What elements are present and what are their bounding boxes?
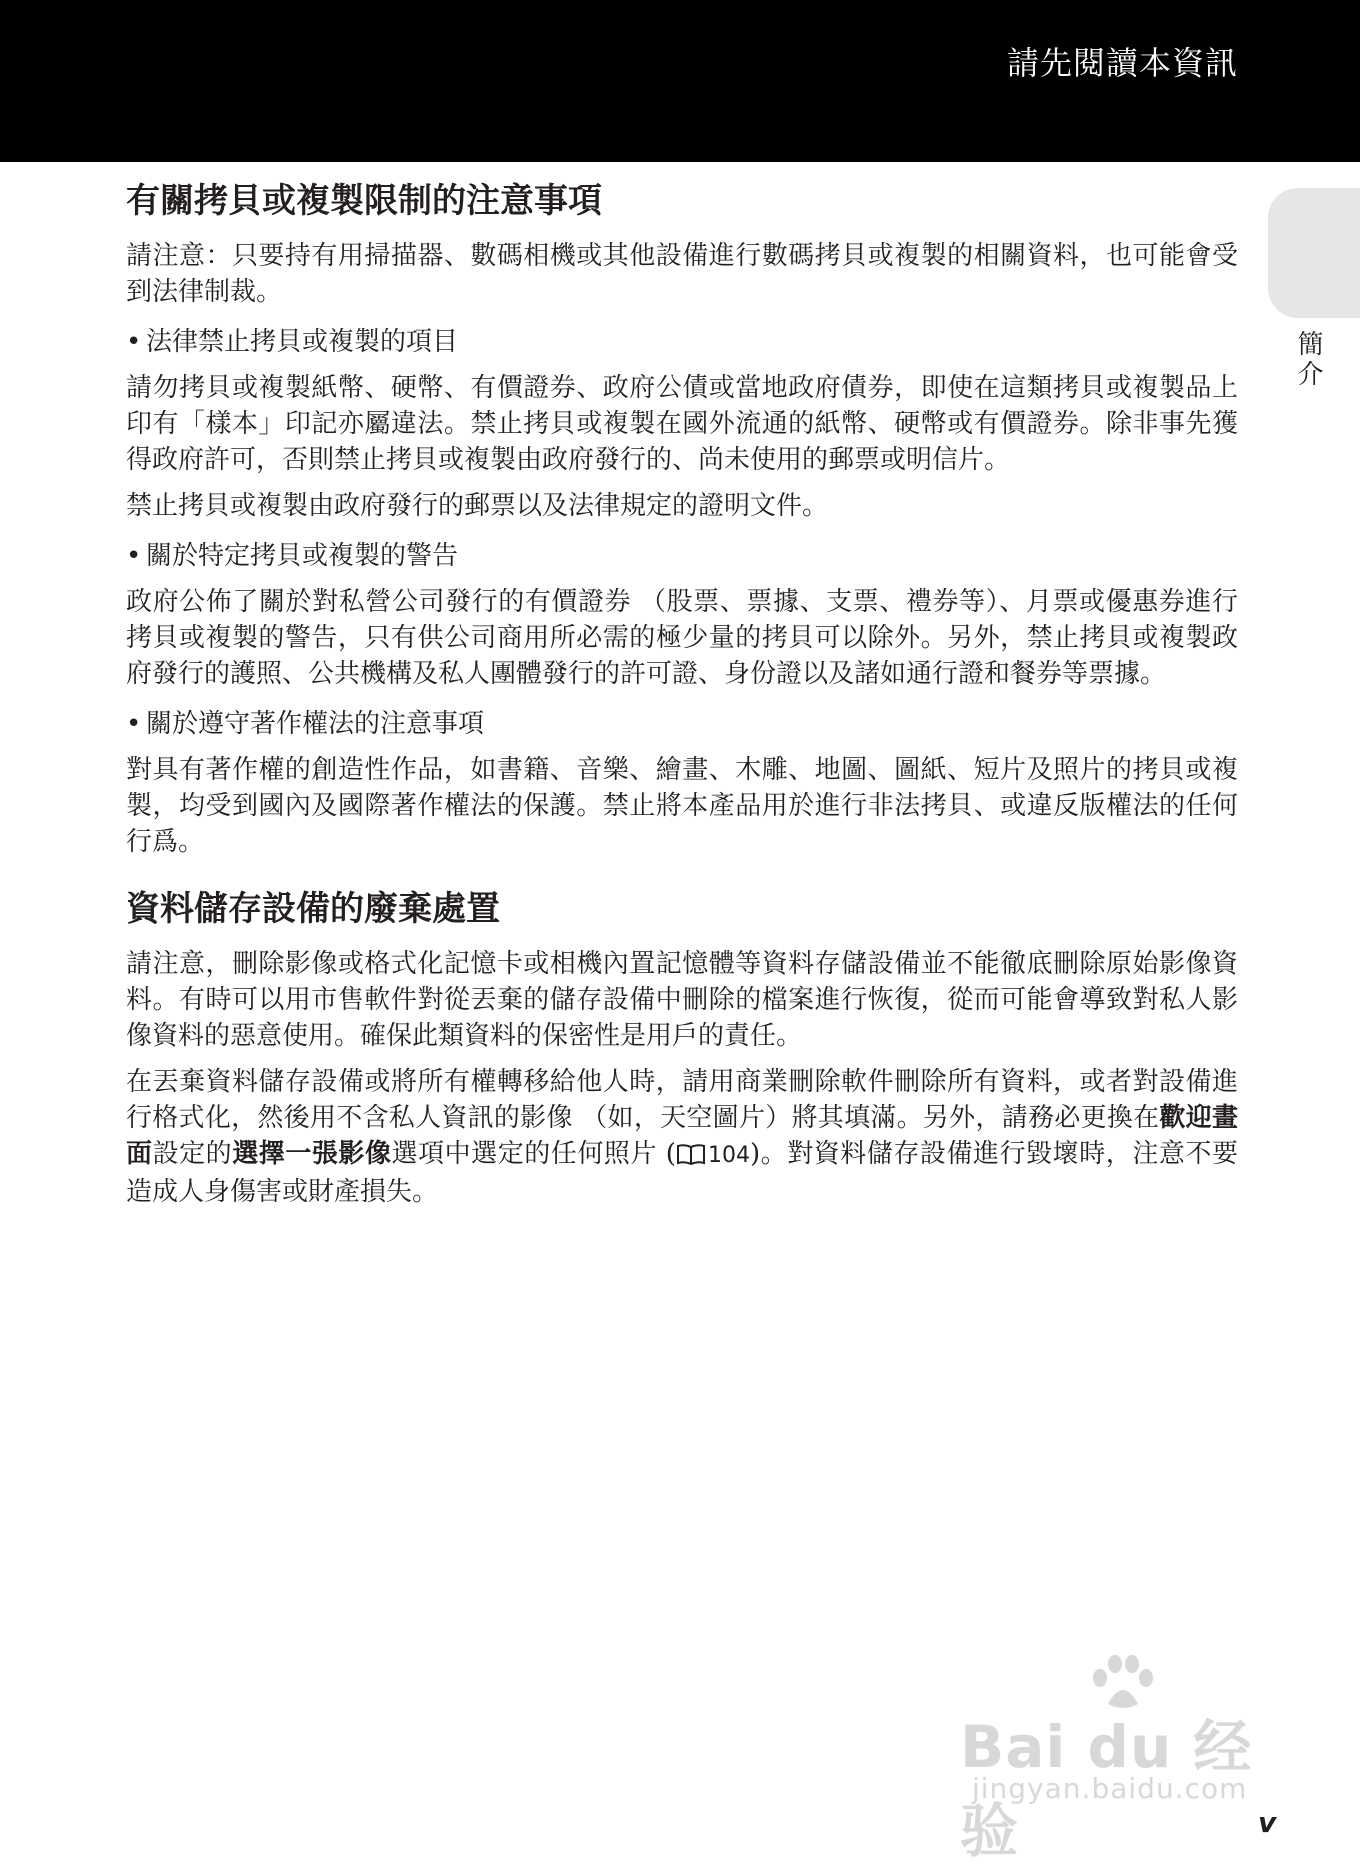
bullet-heading-text: 關於遵守著作權法的注意事項	[146, 709, 485, 739]
section-title-storage-disposal: 資料儲存設備的廢棄處置	[126, 889, 500, 929]
paragraph: 對具有著作權的創造性作品，如書籍、音樂、繪畫、木雕、地圖、圖紙、短片及照片的拷貝或複製，均受到國內及國際著作權法的保護。禁止將本產品用於進行非法拷貝、或違反版權法的任何行爲。	[126, 755, 1238, 857]
watermark-url: jingyan.baidu.com	[972, 1772, 1248, 1805]
section-intro: 請注意：只要持有用掃描器、數碼相機或其他設備進行數碼拷貝或複製的相關資料，也可能會受到法律制裁。	[126, 241, 1238, 307]
menu-ref-welcome-screen: 歡迎畫面	[126, 1103, 1238, 1169]
text-run: 選項中選定的任何照片 (	[391, 1139, 676, 1169]
menu-ref-select-image: 選擇一張影像	[232, 1139, 392, 1169]
header-title: 請先閱讀本資訊	[1006, 44, 1238, 82]
paragraph-with-menu-refs	[126, 1064, 1238, 1210]
paragraph: 請注意，刪除影像或格式化記憶卡或相機內置記憶體等資料存儲設備並不能徹底刪除原始影像資料。有時可以用市售軟件對從丟棄的儲存設備中刪除的檔案進行恢復，從而可能會導致對私人影像資料的惡意使用。確保此類資料的保密性是用戶的責任。	[126, 949, 1238, 1051]
bullet-dot: •	[126, 327, 142, 357]
bullet-heading-text: 關於特定拷貝或複製的警告	[146, 541, 459, 571]
text-run: 在丟棄資料儲存設備或將所有權轉移給他人時，請用商業刪除軟件刪除所有資料，或者對設備進行格式化，然後用不含私人資訊的影像 （如，天空圖片）將其填滿。另外，請務必更換在	[126, 1067, 1238, 1133]
bullet-heading-text: 法律禁止拷貝或複製的項目	[146, 327, 459, 357]
watermark	[960, 1660, 1290, 1865]
text-run: 設定的	[152, 1139, 233, 1169]
book-icon	[676, 1143, 706, 1165]
paragraph: 禁止拷貝或複製由政府發行的郵票以及法律規定的證明文件。	[126, 491, 829, 521]
text-run: )。對資料儲存設備進行毀壞時，注意不要造成人身傷害或財產損失。	[126, 1139, 1238, 1207]
watermark-brand: Bai du 经验	[960, 1713, 1253, 1865]
bullet-heading-specific-warnings	[126, 538, 1238, 574]
bullet-dot: •	[126, 541, 142, 571]
main-content	[126, 178, 1238, 1220]
page-number: v	[1258, 1806, 1277, 1839]
side-tab	[1268, 188, 1360, 318]
page-ref: 104	[707, 1143, 750, 1168]
bullet-dot: •	[126, 709, 142, 739]
bullet-heading-prohibited-items	[126, 324, 1238, 360]
paragraph: 政府公佈了關於對私營公司發行的有價證券 （股票、票據、支票、禮券等）、月票或優惠券進行拷貝或複製的警告，只有供公司商用所必需的極少量的拷貝可以除外。另外，禁止拷貝或複製政府發行的護照、公共機構及私人團體發行的許可證、身份證以及諸如通行證和餐券等票據。	[126, 587, 1238, 689]
bullet-heading-copyright	[126, 706, 1238, 742]
side-tab-label: 簡介	[1293, 330, 1323, 390]
section-title-copy-restrictions: 有關拷貝或複製限制的注意事項	[126, 181, 602, 221]
paragraph: 請勿拷貝或複製紙幣、硬幣、有價證券、政府公債或當地政府債券，即使在這類拷貝或複製品上印有「樣本」印記亦屬違法。禁止拷貝或複製在國外流通的紙幣、硬幣或有價證券。除非事先獲得政府許可，否則禁止拷貝或複製由政府發行的、尚未使用的郵票或明信片。	[126, 373, 1238, 475]
